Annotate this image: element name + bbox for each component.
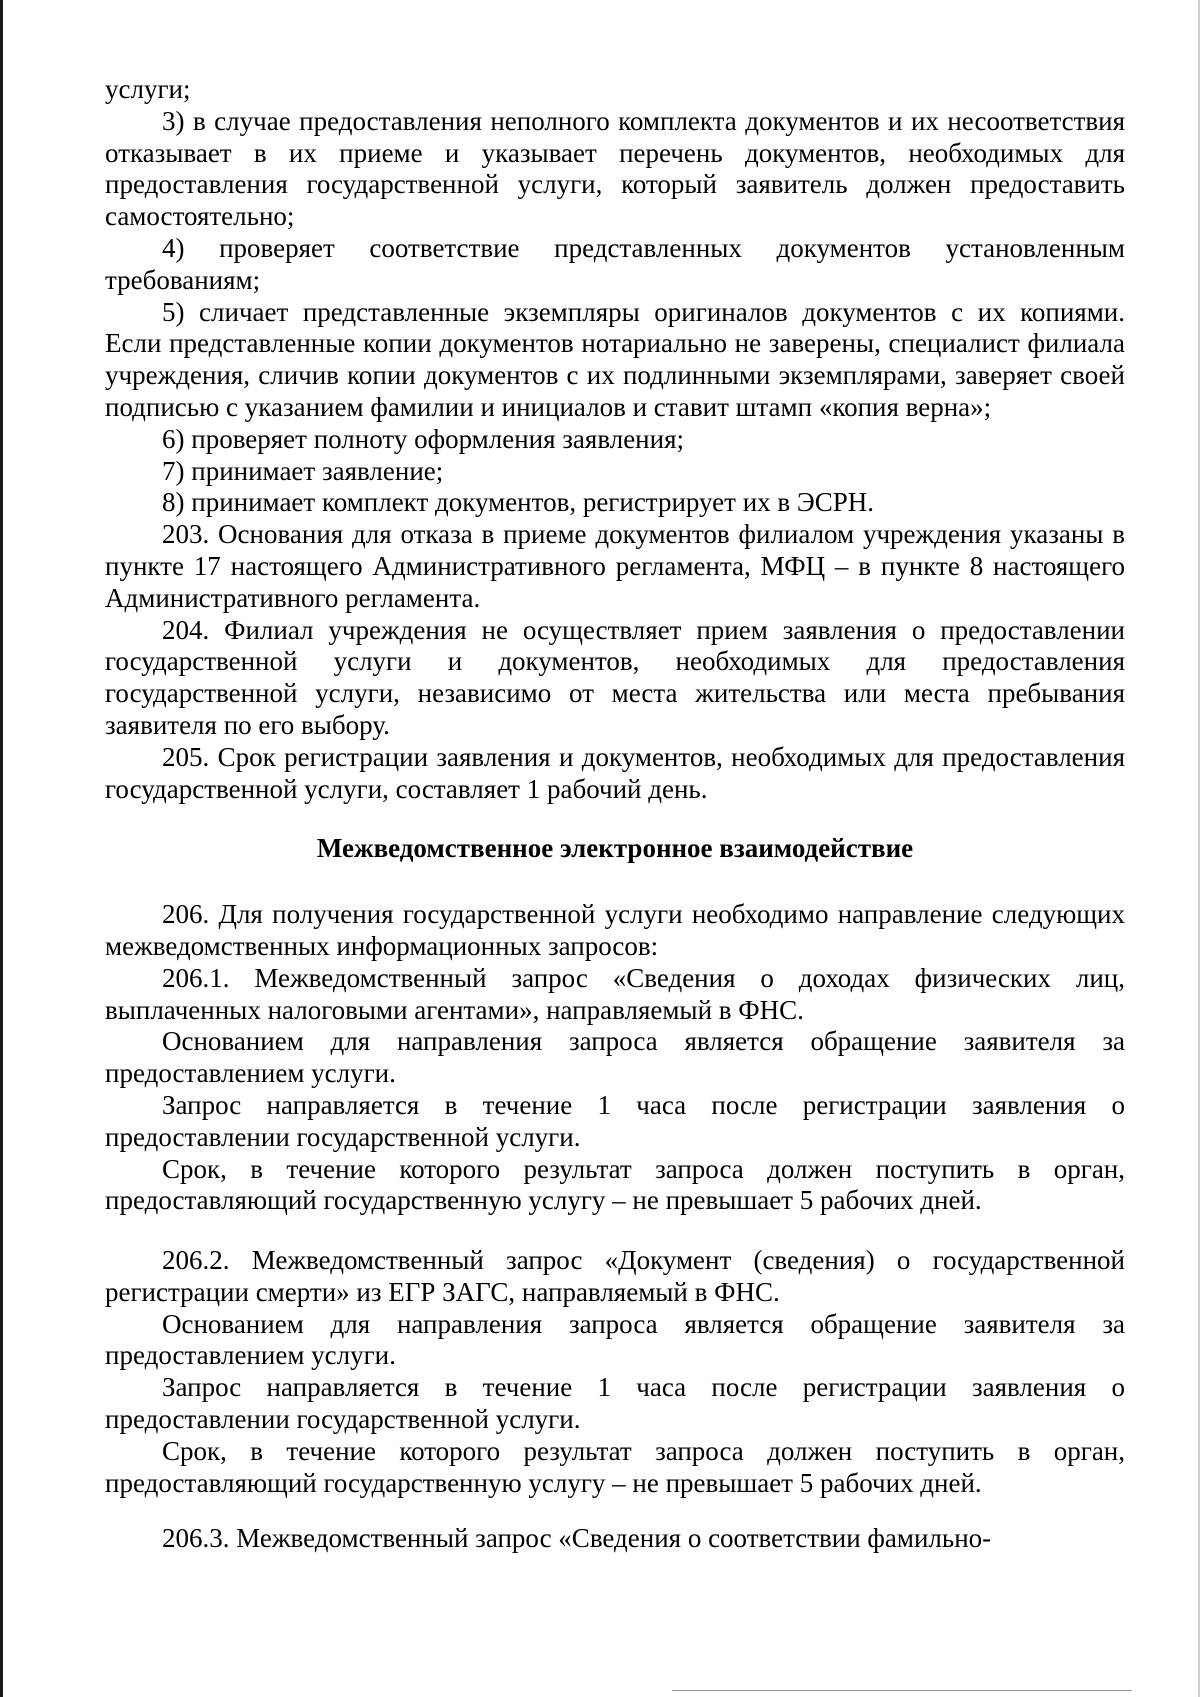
clause-206: 206. Для получения государственной услуги необходимо направление следующих межведомственных информационных запросов: — [105, 899, 1125, 961]
clause-206-2: 206.2. Межведомственный запрос «Документ (сведения) о государственной регистрации смерти» из ЕГР ЗАГС, направляемый в ФНС. — [105, 1245, 1125, 1307]
list-item-8: 8) принимает комплект документов, регистрирует их в ЭСРН. — [162, 487, 875, 518]
clause-205: 205. Срок регистрации заявления и документов, необходимых для предоставления государственной услуги, составляет 1 рабочий день. — [105, 741, 1125, 804]
paragraph-continuation: услуги; — [105, 74, 191, 104]
section-heading: Межведомственное электронное взаимодействие — [316, 833, 914, 864]
clause-206-1: 206.1. Межведомственный запрос «Сведения о доходах физических лиц, выплаченных налоговыми агентами», направляемый в ФНС. — [105, 962, 1125, 1025]
list-item-3: 3) в случае предоставления неполного комплекта документов и их несоответствия отказывает в их приеме и указывает перечень документов, необходимых для предоставления государственной услуги, который заявитель должен предоставить самостоятельно; — [105, 105, 1125, 232]
list-item-5: 5) сличает представленные экземпляры оригиналов документов с их копиями. Если представленные копии документов нотариально не заверены, специалист филиала учреждения, сличив копии документов с их подлинными экземплярами, заверяет своей подписью с указанием фамилии и инициалов и ставит штамп «копия верна»; — [105, 296, 1125, 422]
document-body — [105, 74, 1125, 1555]
scan-footer-line — [672, 1690, 1132, 1691]
clause-206-2-deadline: Срок, в течение которого результат запроса должен поступить в орган, предоставляющий государственную услугу – не превышает 5 рабочих дней. — [105, 1435, 1125, 1498]
clause-204: 204. Филиал учреждения не осуществляет прием заявления о предоставлении государственной услуги и документов, необходимых для предоставления государственной услуги, независимо от места жительства или места пребывания заявителя по его выбору. — [105, 614, 1125, 740]
clause-206-1-deadline: Срок, в течение которого результат запроса должен поступить в орган, предоставляющий государственную услугу – не превышает 5 рабочих дней. — [105, 1153, 1125, 1216]
clause-206-2-basis: Основанием для направления запроса является обращение заявителя за предоставлением услуги. — [105, 1308, 1125, 1371]
list-item-7: 7) принимает заявление; — [162, 455, 444, 486]
clause-203: 203. Основания для отказа в приеме документов филиалом учреждения указаны в пункте 17 настоящего Административного регламента, МФЦ – в пункте 8 настоящего Административного регламента. — [105, 519, 1125, 613]
clause-206-2-timing: Запрос направляется в течение 1 часа после регистрации заявления о предоставлении государственной услуги. — [105, 1372, 1125, 1435]
clause-206-1-timing: Запрос направляется в течение 1 часа после регистрации заявления о предоставлении государственной услуги. — [105, 1089, 1125, 1152]
scan-edge-left — [0, 0, 3, 1697]
list-item-6: 6) проверяет полноту оформления заявления; — [162, 423, 685, 454]
clause-206-3: 206.3. Межведомственный запрос «Сведения о соответствии фамильно- — [162, 1523, 992, 1554]
clause-206-1-basis: Основанием для направления запроса является обращение заявителя за предоставлением услуги. — [105, 1026, 1125, 1089]
list-item-4: 4) проверяет соответствие представленных документов установленным требованиям; — [105, 232, 1125, 295]
